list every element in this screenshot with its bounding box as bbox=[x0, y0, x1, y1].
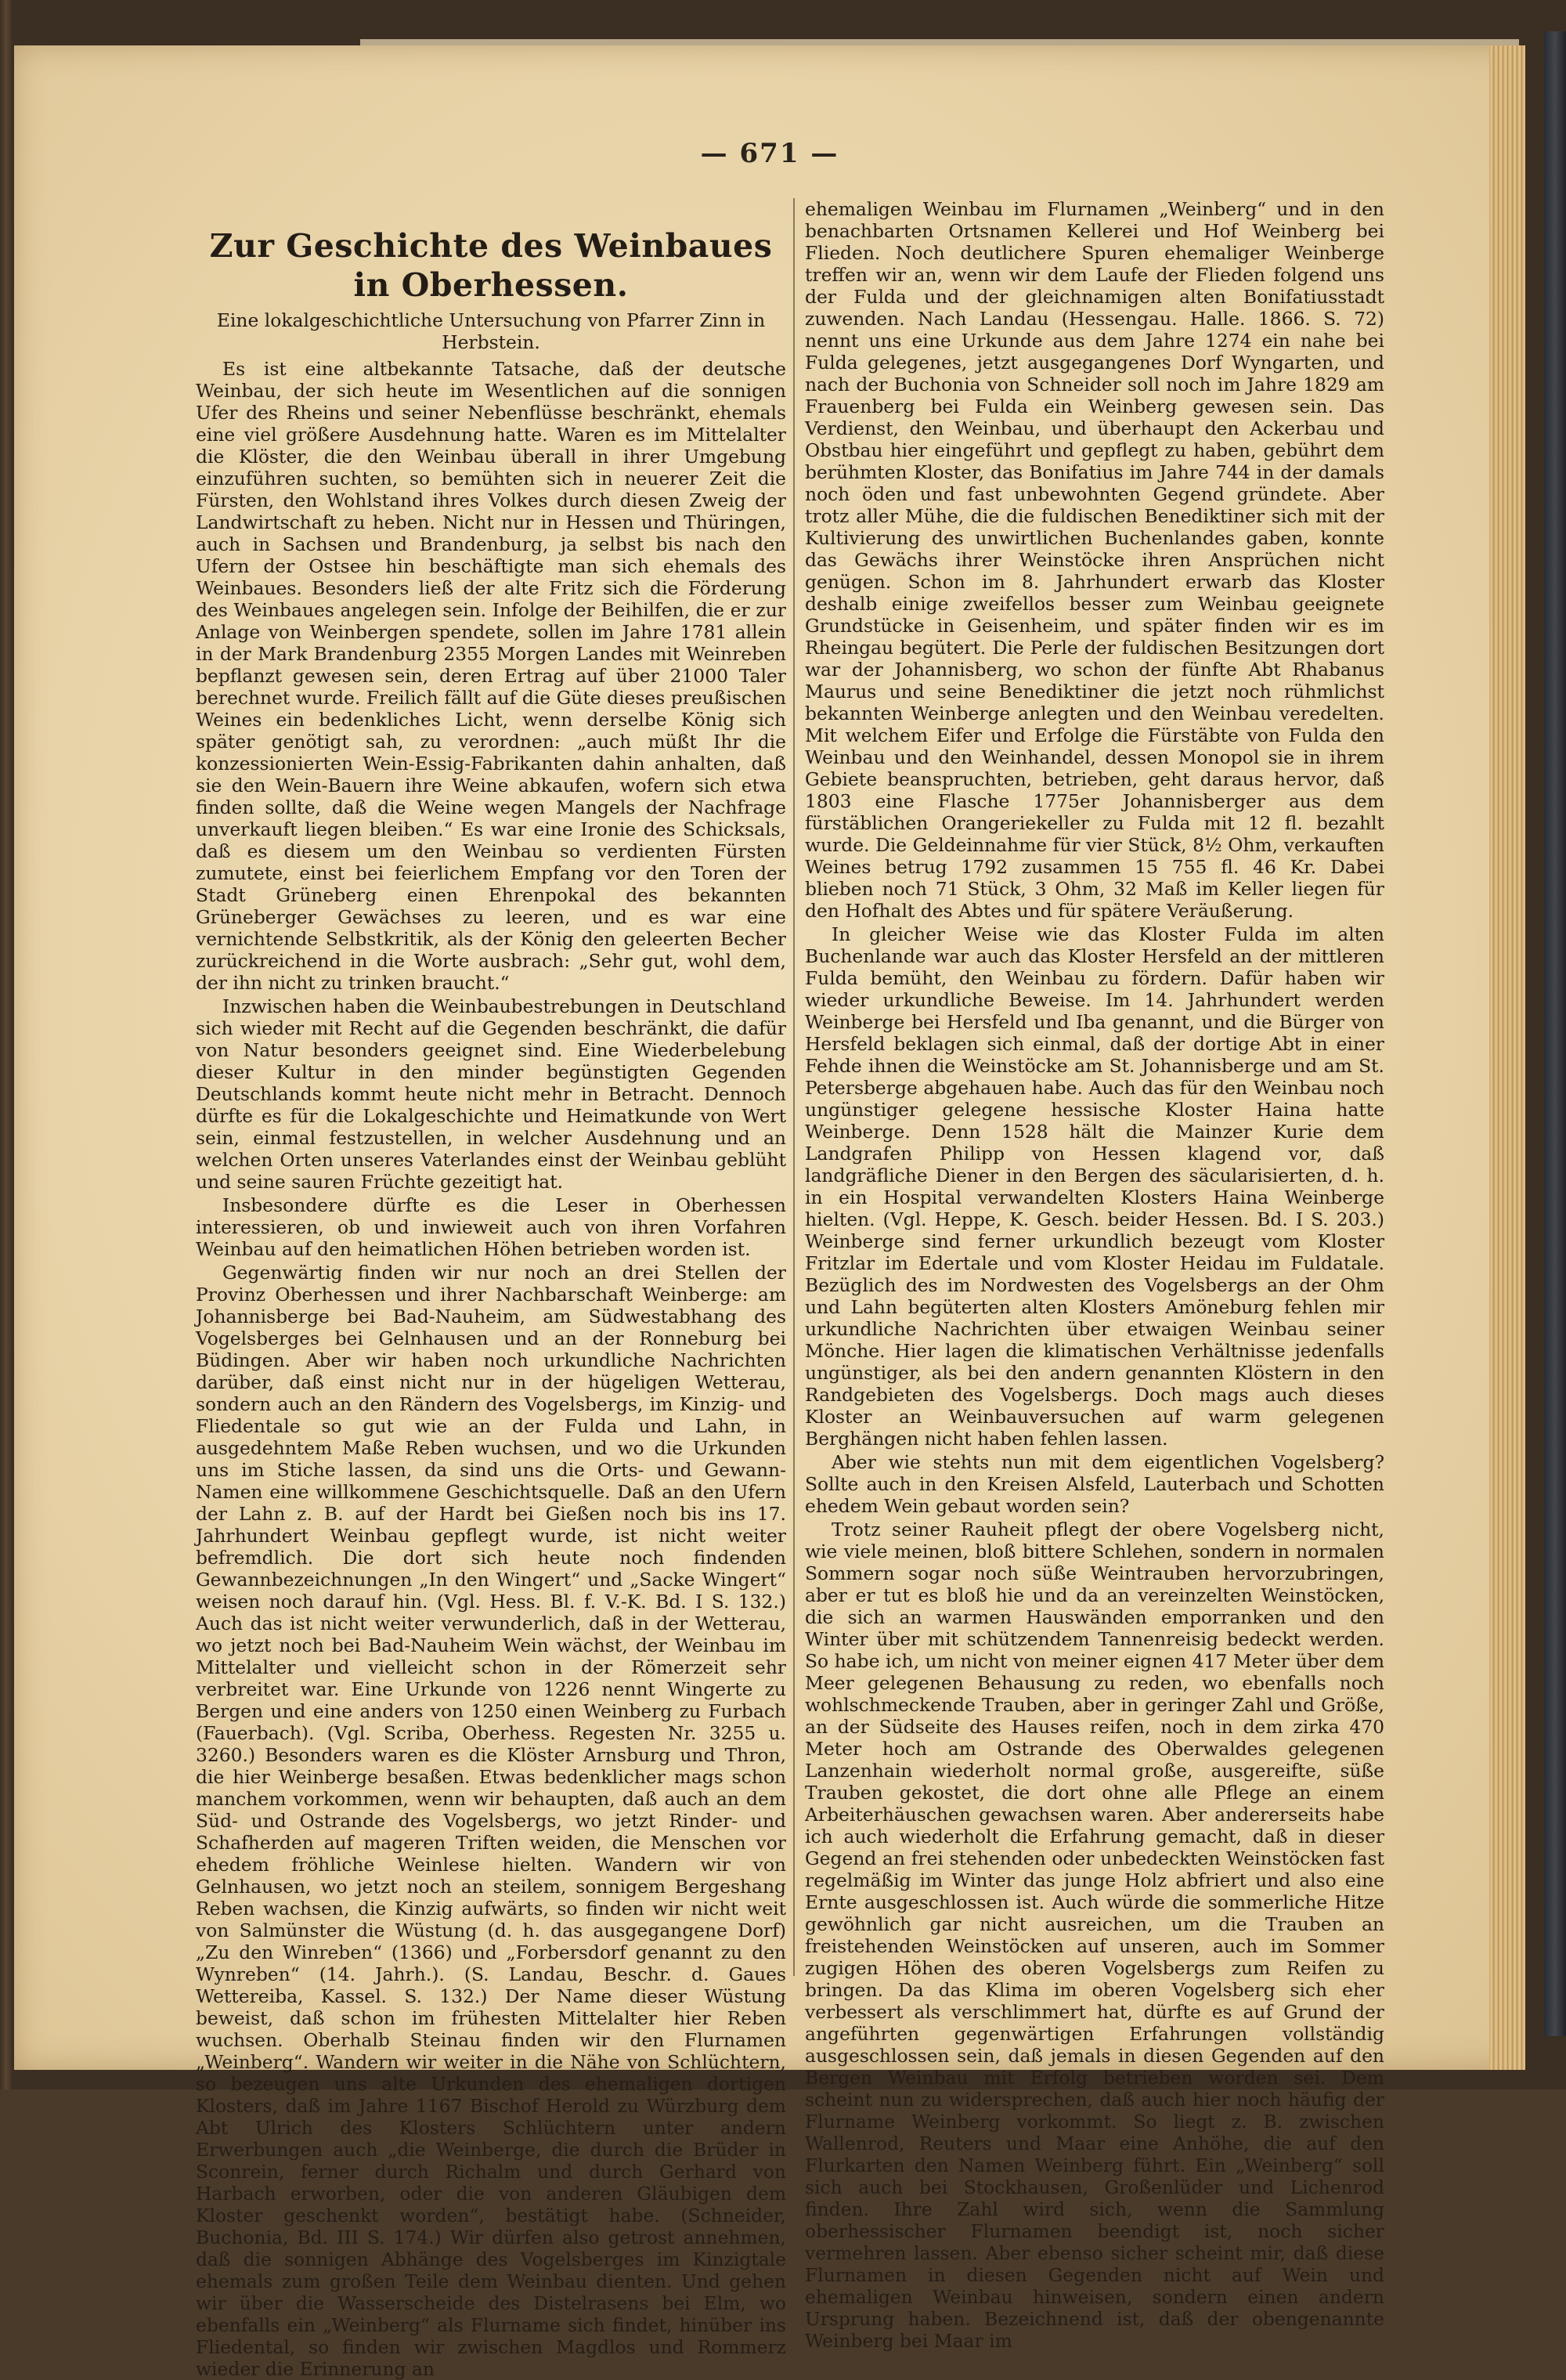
paragraph: Aber wie stehts nun mit dem eigentlichen Vogelsberg? Sollte auch in den Kreisen Alsfeld, Lauterbach und Schotten ehedem Wein gebaut worden sein? bbox=[805, 1451, 1384, 1517]
paragraph: Insbesondere dürfte es die Leser in Oberhessen interessieren, ob und inwieweit auch von ihren Vorfahren Weinbau auf den heimatlichen Höhen betrieben worden ist. bbox=[196, 1194, 786, 1260]
left-column bbox=[196, 214, 786, 2380]
paragraph: Es ist eine altbekannte Tatsache, daß der deutsche Weinbau, der sich heute im Wesentlichen auf die sonnigen Ufer des Rheins und seiner Nebenflüsse beschränkt, ehemals eine viel größere Ausdehnung hatte. Waren es im Mittelalter die Klöster, die den Weinbau überall in ihrer Umgebung einzuführen suchten, so bemühten sich in neuerer Zeit die Fürsten, den Wohlstand ihres Volkes durch diesen Zweig der Landwirtschaft zu heben. Nicht nur in Hessen und Thüringen, auch in Sachsen und Brandenburg, ja selbst bis nach den Ufern der Ostsee hin beschäftigte man sich ehemals des Weinbaues. Besonders ließ der alte Fritz sich die Förderung des Weinbaues angelegen sein. Infolge der Beihilfen, die er zur Anlage von Weinbergen spendete, sollen im Jahre 1781 allein in der Mark Brandenburg 2355 Morgen Landes mit Weinreben bepflanzt gewesen sein, deren Ertrag auf über 21000 Taler berechnet wurde. Freilich fällt auf die Güte dieses preußischen Weines ein bedenkliches Licht, wenn derselbe König sich später genötigt sah, zu verordnen: „auch müßt Ihr die konzessionierten Wein-Essig-Fabrikanten dahin anhalten, daß sie den Wein-Bauern ihre Weine abkaufen, wofern sich etwa finden sollte, daß die Weine wegen Mangels der Nachfrage unverkauft liegen bleiben.“ Es war eine Ironie des Schicksals, daß es diesem um den Weinbau so verdienten Fürsten zumutete, einst bei feierlichem Empfang vor den Toren der Stadt Grüneberg einen Ehrenpokal des bekannten Grüneberger Gewächses zu leeren, und es war eine vernichtende Selbstkritik, als der König den geleerten Becher zurückreichend in die Worte ausbrach: „Sehr gut, wohl dem, der ihn nicht zu trinken braucht.“ bbox=[196, 358, 786, 994]
paragraph: ehemaligen Weinbau im Flurnamen „Weinberg“ und in den benachbarten Ortsnamen Kellerei und Hof Weinberg bei Flieden. Noch deutlichere Spuren ehemaliger Weinberge treffen wir an, wenn wir dem Laufe der Flieden folgend uns der Fulda und der gleichnamigen alten Bonifatiusstadt zuwenden. Nach Landau (Hessengau. Halle. 1866. S. 72) nennt uns eine Urkunde aus dem Jahre 1274 ein nahe bei Fulda gelegenes, jetzt ausgegangenes Dorf Wyngarten, und nach der Buchonia von Schneider soll noch im Jahre 1829 am Frauenberg bei Fulda ein Weinberg gewesen sein. Das Verdienst, den Weinbau, und überhaupt den Ackerbau und Obstbau hier eingeführt und gepflegt zu haben, gebührt dem berühmten Kloster, das Bonifatius im Jahre 744 in der damals noch öden und fast unbewohnten Gegend gründete. Aber trotz aller Mühe, die die fuldischen Benediktiner sich mit der Kultivierung des unwirtlichen Buchenlandes gaben, konnte das Gewächs ihrer Weinstöcke ihren Ansprüchen nicht genügen. Schon im 8. Jahrhundert erwarb das Kloster deshalb einige zweifellos besser zum Weinbau geeignete Grundstücke in Geisenheim, und später finden wir es im Rheingau begütert. Die Perle der fuldischen Besitzungen dort war der Johannisberg, wo schon der fünfte Abt Rhabanus Maurus und seine Benediktiner die jetzt noch rühmlichst bekannten Weinberge anlegten und den Weinbau veredelten. Mit welchem Eifer und Erfolge die Fürstäbte von Fulda den Weinbau und den Weinhandel, dessen Monopol sie in ihrem Gebiete beanspruchten, betrieben, geht daraus hervor, daß 1803 eine Flasche 1775er Johannisberger aus dem fürstäblichen Orangeriekeller zu Fulda mit 12 fl. bezahlt wurde. Die Geldeinnahme für vier Stück, 8½ Ohm, verkauften Weines betrug 1792 zusammen 15 755 fl. 46 Kr. Dabei blieben noch 71 Stück, 3 Ohm, 32 Maß im Keller liegen für den Hofhalt des Abtes und für spätere Veräußerung. bbox=[805, 198, 1384, 922]
article-title: Zur Geschichte des Weinbaues in Oberhessen. bbox=[209, 227, 773, 304]
book-binding bbox=[1544, 31, 1566, 2036]
paragraph: Gegenwärtig finden wir nur noch an drei Stellen der Provinz Oberhessen und ihrer Nachbarschaft Weinberge: am Johannisberge bei Bad-Nauheim, am Südwestabhang des Vogelsberges bei Gelnhausen und an der Ronneburg bei Büdingen. Aber wir haben noch urkundliche Nachrichten darüber, daß einst nicht nur in der hügeligen Wetterau, sondern auch an den Rändern des Vogelsbergs, im Kinzig- und Fliedentale so gut wie an der Fulda und Lahn, in ausgedehntem Maße Reben wuchsen, und wo die Urkunden uns im Stiche lassen, da sind uns die Orts- und Gewann-Namen eine willkommene Geschichtsquelle. Daß an den Ufern der Lahn z. B. auf der Hardt bei Gießen noch bis ins 17. Jahrhundert Weinbau gepflegt wurde, ist nicht weiter befremdlich. Die dort sich heute noch findenden Gewannbezeichnungen „In den Wingert“ und „Sacke Wingert“ weisen noch darauf hin. (Vgl. Hess. Bl. f. V.-K. Bd. I S. 132.) Auch das ist nicht weiter verwunderlich, daß in der Wetterau, wo jetzt noch bei Bad-Nauheim Wein wächst, der Weinbau im Mittelalter und vielleicht schon in der Römerzeit sehr verbreitet war. Eine Urkunde von 1226 nennt Wingerte zu Bergen und eine anders von 1250 einen Weinberg zu Furbach (Fauerbach). (Vgl. Scriba, Oberhess. Regesten Nr. 3255 u. 3260.) Besonders waren es die Klöster Arnsburg und Thron, die hier Weinberge besaßen. Etwas bedenklicher mags schon manchem vorkommen, wenn wir behaupten, daß auch an dem Süd- und Ostrande des Vogelsbergs, wo jetzt Rinder- und Schafherden auf mageren Triften weiden, die Menschen vor ehedem fröhliche Weinlese hielten. Wandern wir von Gelnhausen, wo jetzt noch an steilem, sonnigem Bergeshang Reben wachsen, die Kinzig aufwärts, so finden wir nicht weit von Salmünster die Wüstung (d. h. das ausgegangene Dorf) „Zu den Winreben“ (1366) und „Forbersdorf genannt zu den Wynreben“ (14. Jahrh.). (S. Landau, Beschr. d. Gaues Wettereiba, Kassel. S. 132.) Der Name dieser Wüstung beweist, daß schon im frühesten Mittelalter hier Reben wuchsen. Oberhalb Steinau finden wir den Flurnamen „Weinberg“. Wandern wir weiter in die Nähe von Schlüchtern, so bezeugen uns alte Urkunden des ehemaligen dortigen Klosters, daß im Jahre 1167 Bischof Herold zu Würzburg dem Abt Ulrich des Klosters Schlüchtern unter andern Erwerbungen auch „die Weinberge, die durch die Brüder in Sconrein, ferner durch Richalm und durch Gerhard von Harbach erworben, oder die von anderen Gläubigen dem Kloster geschenkt worden“, bestätigt habe. (Schneider, Buchonia, Bd. III S. 174.) Wir dürfen also getrost annehmen, daß die sonnigen Abhänge des Vogelsberges im Kinzigtale ehemals zum großen Teile dem Weinbau dienten. Und gehen wir über die Wasserscheide des Distelrasens bei Elm, wo ebenfalls ein „Weinberg“ als Flurname sich findet, hinüber ins Fliedental, so finden wir zwischen Magdlos und Rommerz wieder die Erinnerung an bbox=[196, 1262, 786, 2380]
paragraph: Inzwischen haben die Weinbaubestrebungen in Deutschland sich wieder mit Recht auf die Gegenden beschränkt, die dafür von Natur besonders geeignet sind. Eine Wiederbelebung dieser Kultur in den minder begünstigten Gegenden Deutschlands kommt heute nicht mehr in Betracht. Dennoch dürfte es für die Lokalgeschichte und Heimatkunde von Wert sein, einmal festzustellen, in welcher Ausdehnung und an welchen Orten unseres Vaterlandes einst der Weinbau geblüht und seine sauren Früchte gezeitigt hat. bbox=[196, 995, 786, 1193]
paragraph: In gleicher Weise wie das Kloster Fulda im alten Buchenlande war auch das Kloster Hersfeld an der mittleren Fulda bemüht, den Weinbau zu fördern. Dafür haben wir wieder urkundliche Beweise. Im 14. Jahrhundert werden Weinberge bei Hersfeld und Iba genannt, und die Bürger von Hersfeld beklagen sich einmal, daß der dortige Abt in einer Fehde ihnen die Weinstöcke am St. Johannisberge und am St. Petersberge abgehauen habe. Auch das für den Weinbau noch ungünstiger gelegene hessische Kloster Haina hatte Weinberge. Denn 1528 hält die Mainzer Kurie dem Landgrafen Philipp von Hessen klagend vor, daß landgräfliche Diener in den Bergen des säcularisierten, d. h. in ein Hospital verwandelten Klosters Haina Weinberge hielten. (Vgl. Heppe, K. Gesch. beider Hessen. Bd. I S. 203.) Weinberge sind ferner urkundlich bezeugt vom Kloster Fritzlar im Edertale und vom Kloster Heidau im Fuldatale. Bezüglich des im Nordwesten des Vogelsbergs an der Ohm und Lahn begüterten alten Klosters Amöneburg fehlen mir urkundliche Nachrichten über etwaigen Weinbau seiner Mönche. Hier lagen die klimatischen Verhältnisse jedenfalls ungünstiger, als bei den andern genannten Klöstern in den Randgebieten des Vogelsbergs. Doch mags auch dieses Kloster an Weinbauversuchen auf warm gelegenen Berghängen nicht haben fehlen lassen. bbox=[805, 923, 1384, 1450]
paragraph: Trotz seiner Rauheit pflegt der obere Vogelsberg nicht, wie viele meinen, bloß bittere Schlehen, sondern in normalen Sommern sogar noch süße Weintrauben hervorzubringen, aber er tut es bloß hie und da an vereinzelten Weinstöcken, die sich an warmen Hauswänden emporranken und den Winter über mit schützendem Tannenreisig bedeckt werden. So habe ich, um nicht von meiner eignen 417 Meter über dem Meer gelegenen Behausung zu reden, wo ebenfalls noch wohlschmeckende Trauben, aber in geringer Zahl und Größe, an der Südseite des Hauses reifen, noch in dem zirka 470 Meter hoch am Ostrande des Oberwaldes gelegenen Lanzenhain wiederholt normal große, ausgereifte, süße Trauben gekostet, die dort ohne alle Pflege an einem Arbeiterhäuschen gewachsen waren. Aber andererseits habe ich auch wiederholt die Erfahrung gemacht, daß in dieser Gegend an frei stehenden oder unbedeckten Weinstöcken fast regelmäßig im Winter das junge Holz abfriert und also eine Ernte ausgeschlossen ist. Auch würde die sommerliche Hitze gewöhnlich gar nicht ausreichen, um die Trauben an freistehenden Weinstöcken auf unseren, auch im Sommer zugigen Höhen des oberen Vogelsbergs zum Reifen zu bringen. Da das Klima im oberen Vogelsberg sich eher verbessert als verschlimmert hat, dürfte es auf Grund der angeführten gegenwärtigen Erfahrungen vollständig ausgeschlossen sein, daß jemals in diesen Gegenden auf den Bergen Weinbau mit Erfolg betrieben worden sei. Dem scheint nun zu widersprechen, daß auch hier noch häufig der Flurname Weinberg vorkommt. So liegt z. B. zwischen Wallenrod, Reuters und Maar eine Anhöhe, die auf den Flurkarten den Namen Weinberg führt. Ein „Weinberg“ soll sich auch bei Stockhausen, Großenlüder und Lichenrod finden. Ihre Zahl wird sich, wenn die Sammlung oberhessischer Flurnamen beendigt ist, noch sicher vermehren lassen. Aber ebenso sicher scheint mir, daß diese Flurnamen in diesen Gegenden nicht auf Wein und ehemaligen Weinbau hinweisen, sondern einen andern Ursprung haben. Bezeichnend ist, daß der obengenannte Weinberg bei Maar im bbox=[805, 1519, 1384, 2352]
article-subtitle: Eine lokalgeschichtliche Untersuchung von Pfarrer Zinn in Herbstein. bbox=[216, 309, 766, 353]
column-divider bbox=[793, 198, 795, 1976]
book-page bbox=[14, 45, 1525, 2380]
right-column bbox=[805, 198, 1384, 2352]
page-number: — 671 — bbox=[700, 138, 839, 169]
page-edge bbox=[1489, 45, 1525, 2070]
